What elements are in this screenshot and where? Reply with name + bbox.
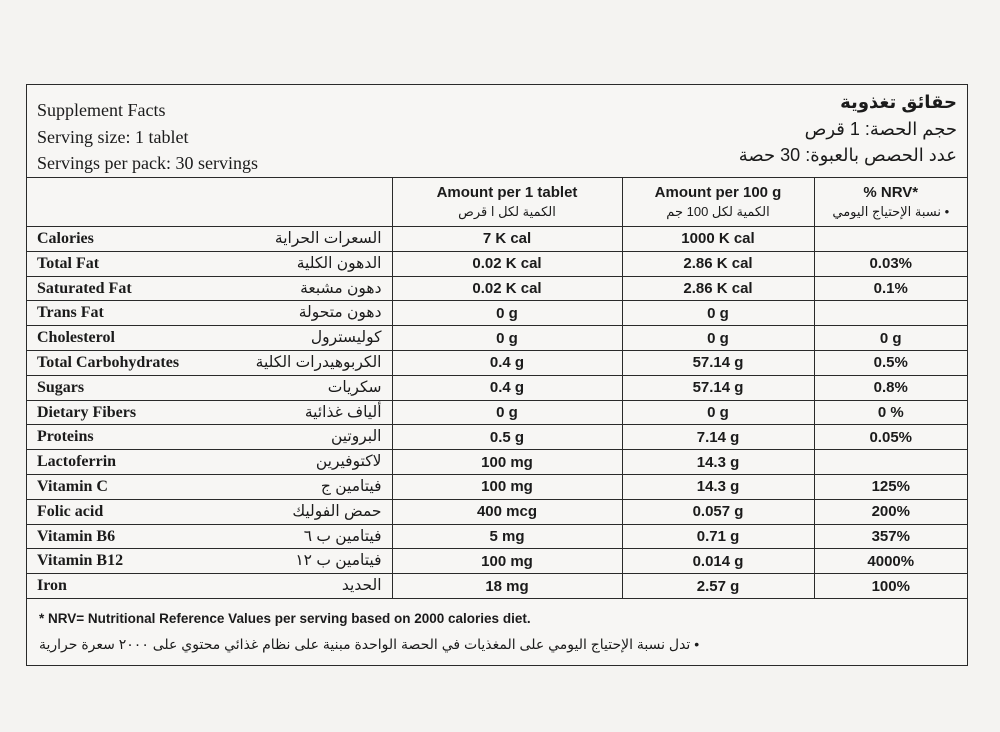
nutrient-name-en: Total Carbohydrates [37, 353, 180, 371]
nutrient-name-en: Vitamin B6 [37, 527, 116, 545]
en-title: Supplement Facts [37, 100, 166, 120]
nutrient-name-cell [27, 350, 392, 375]
nutrient-name-ar: ألياف غذائية [304, 403, 382, 421]
nutrient-name-cell [27, 251, 392, 276]
amount-per-100g: 0 g [622, 326, 814, 351]
amount-per-tablet: 18 mg [392, 574, 622, 599]
amount-per-tablet: 5 mg [392, 524, 622, 549]
amount-per-100g: 1000 K cal [622, 227, 814, 252]
nutrition-table [27, 178, 967, 599]
nutrient-name-ar: البروتين [330, 428, 382, 446]
table-header-row [27, 178, 967, 227]
nrv-value: 125% [814, 474, 967, 499]
nutrient-name-ar: فيتامين ب ١٢ [295, 552, 382, 570]
amount-per-tablet: 0.4 g [392, 350, 622, 375]
nrv-value: 100% [814, 574, 967, 599]
header-blank-cell [27, 178, 392, 227]
header-arabic [739, 89, 957, 169]
per-100g-label: Amount per 100 g [654, 184, 782, 201]
nrv-value: 4000% [814, 549, 967, 574]
ar-title: حقائق تغذوية [840, 92, 957, 112]
nutrient-name-en: Folic acid [37, 502, 104, 520]
en-servings-per-pack: Servings per pack: 30 servings [37, 153, 258, 173]
nutrient-name-en: Vitamin C [37, 477, 108, 495]
header-per-100g [622, 178, 814, 227]
amount-per-tablet: 7 K cal [392, 227, 622, 252]
amount-per-100g: 57.14 g [622, 375, 814, 400]
nutrient-name-cell [27, 524, 392, 549]
en-serving-size: Serving size: 1 tablet [37, 126, 189, 147]
nutrient-name-cell [27, 326, 392, 351]
per-tablet-label: Amount per 1 tablet [436, 184, 578, 201]
nutrient-name-en: Lactoferrin [37, 453, 117, 471]
nutrient-name-en: Dietary Fibers [37, 403, 137, 421]
nutrient-name-cell [27, 425, 392, 450]
nutrient-name-ar: دهون متحولة [298, 304, 382, 322]
amount-per-100g: 0.057 g [622, 499, 814, 524]
nutrient-name-ar: الدهون الكلية [296, 254, 382, 272]
nutrient-name-cell [27, 400, 392, 425]
nrv-value: 0 % [814, 400, 967, 425]
amount-per-100g: 2.86 K cal [622, 276, 814, 301]
nutrient-name-en: Sugars [37, 378, 85, 396]
nutrient-name-ar: كوليسترول [310, 329, 382, 347]
amount-per-100g: 0 g [622, 301, 814, 326]
nrv-value: 0.1% [814, 276, 967, 301]
nutrition-rows [27, 227, 967, 599]
nutrient-name-ar: دهون مشبعة [300, 279, 382, 297]
nutrient-name-ar: لاكتوفيرين [315, 453, 382, 471]
supplement-facts-label [26, 84, 968, 666]
header-per-tablet [392, 178, 622, 227]
nutrient-name-cell [27, 574, 392, 599]
footnote-arabic-text: • تدل نسبة الإحتياج اليومي على المغذيات في الحصة الواحدة مبنية على نظام غذائي محتوي على ٢٠٠٠ سعرة حرارية [39, 635, 700, 652]
header-nrv [814, 178, 967, 227]
nrv-value [814, 227, 967, 252]
amount-per-100g: 14.3 g [622, 474, 814, 499]
table-row [27, 499, 967, 524]
ar-serving-size: حجم الحصة: 1 قرص [804, 118, 957, 139]
nutrient-name-en: Vitamin B12 [37, 552, 124, 570]
amount-per-tablet: 0.4 g [392, 375, 622, 400]
nutrient-name-en: Cholesterol [37, 329, 115, 347]
amount-per-100g: 0.014 g [622, 549, 814, 574]
nrv-label-ar: • نسبة الإحتياج اليومي [832, 204, 950, 219]
table-row [27, 549, 967, 574]
table-row [27, 474, 967, 499]
amount-per-100g: 2.86 K cal [622, 251, 814, 276]
nutrient-name-en: Proteins [37, 428, 94, 446]
amount-per-tablet: 0 g [392, 301, 622, 326]
table-row [27, 524, 967, 549]
per-tablet-label-ar: الكمية لكل ا قرص [458, 204, 556, 219]
amount-per-100g: 0 g [622, 400, 814, 425]
nutrient-name-ar: فيتامين ب ٦ [303, 527, 382, 545]
nutrient-name-cell [27, 474, 392, 499]
nrv-value [814, 450, 967, 475]
table-row [27, 276, 967, 301]
nutrient-name-cell [27, 227, 392, 252]
nrv-value: 200% [814, 499, 967, 524]
amount-per-100g: 7.14 g [622, 425, 814, 450]
nrv-value: 0.03% [814, 251, 967, 276]
nutrient-name-ar: فيتامين ج [320, 477, 382, 495]
nrv-value [814, 301, 967, 326]
nrv-value: 357% [814, 524, 967, 549]
table-row [27, 425, 967, 450]
footnotes [27, 599, 967, 665]
nutrient-name-en: Calories [37, 230, 94, 247]
nrv-value: 0.05% [814, 425, 967, 450]
footnote-english: * NRV= Nutritional Reference Values per serving based on 2000 calories diet. [39, 610, 531, 626]
label-header [27, 85, 967, 178]
nrv-label: % NRV* [863, 184, 919, 201]
amount-per-tablet: 0.02 K cal [392, 276, 622, 301]
amount-per-tablet: 0.5 g [392, 425, 622, 450]
nutrient-name-en: Saturated Fat [37, 279, 132, 297]
nutrient-name-cell [27, 549, 392, 574]
table-row [27, 400, 967, 425]
nutrient-name-cell [27, 499, 392, 524]
amount-per-tablet: 0.02 K cal [392, 251, 622, 276]
ar-servings-per-pack: عدد الحصص بالعبوة: 30 حصة [738, 145, 957, 165]
amount-per-tablet: 0 g [392, 326, 622, 351]
nutrient-name-ar: سكريات [327, 378, 382, 396]
amount-per-tablet: 400 mcg [392, 499, 622, 524]
nutrient-name-en: Iron [37, 577, 67, 595]
nrv-value: 0.5% [814, 350, 967, 375]
amount-per-tablet: 100 mg [392, 549, 622, 574]
table-row [27, 375, 967, 400]
nutrient-name-cell [27, 276, 392, 301]
nutrient-name-cell [27, 301, 392, 326]
footnote-arabic [39, 636, 955, 653]
nutrient-name-ar: السعرات الحراية [274, 230, 382, 247]
nrv-value: 0.8% [814, 375, 967, 400]
table-row [27, 227, 967, 252]
nutrient-name-en: Trans Fat [37, 304, 104, 322]
table-row [27, 326, 967, 351]
amount-per-100g: 57.14 g [622, 350, 814, 375]
amount-per-tablet: 100 mg [392, 450, 622, 475]
amount-per-tablet: 0 g [392, 400, 622, 425]
nutrient-name-ar: الكربوهيدرات الكلية [255, 353, 382, 371]
table-row [27, 574, 967, 599]
header-english [37, 97, 258, 177]
nutrient-name-ar: حمض الفوليك [292, 502, 382, 520]
nrv-value: 0 g [814, 326, 967, 351]
nutrient-name-cell [27, 375, 392, 400]
amount-per-100g: 2.57 g [622, 574, 814, 599]
amount-per-tablet: 100 mg [392, 474, 622, 499]
nutrient-name-cell [27, 450, 392, 475]
amount-per-100g: 0.71 g [622, 524, 814, 549]
table-row [27, 450, 967, 475]
nutrient-name-ar: الحديد [341, 577, 382, 595]
per-100g-label-ar: الكمية لكل 100 جم [666, 204, 770, 219]
table-row [27, 301, 967, 326]
table-row [27, 350, 967, 375]
nutrient-name-en: Total Fat [37, 254, 100, 272]
amount-per-100g: 14.3 g [622, 450, 814, 475]
table-row [27, 251, 967, 276]
